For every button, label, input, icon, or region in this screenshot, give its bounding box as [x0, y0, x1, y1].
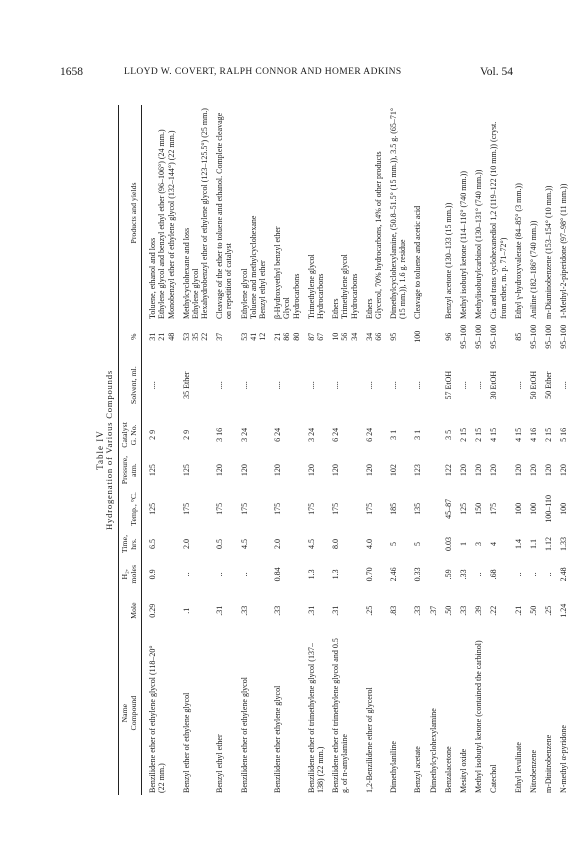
cell-time: 8.0	[331, 539, 341, 550]
yield-value: 95–100	[459, 324, 468, 349]
cell-h2: .33	[459, 569, 468, 580]
cell-yield	[267, 321, 301, 353]
cell-time	[423, 529, 438, 558]
cell-temp: 175	[331, 502, 341, 515]
cell-products	[176, 105, 210, 321]
cell-catalyst: 2 15	[474, 427, 484, 442]
cell-catalyst: 4 15	[513, 427, 523, 442]
cell-time: 4.0	[364, 539, 374, 550]
product-line: m-Diaminobenzene (153–154° (10 mm.))	[544, 185, 554, 319]
cell-yield	[383, 321, 407, 353]
cell-catalyst: 3 1	[413, 429, 423, 440]
product-line: Methyl isobutyl ketone (114–116° (740 mm.))	[459, 171, 468, 319]
yield-value: 10	[331, 332, 341, 341]
cell-products	[483, 105, 507, 321]
cell-products	[423, 105, 438, 321]
yield-value: 41	[248, 332, 258, 341]
table-row	[234, 105, 268, 795]
cell-compound: Mesityl oxide	[459, 748, 468, 793]
cell-catalyst: 2 15	[544, 427, 554, 442]
cell-products	[453, 105, 468, 321]
cell-time: 4.5	[306, 539, 316, 550]
yield-value: 34	[349, 332, 359, 341]
cell-solvent: ....	[413, 381, 423, 390]
cell-catalyst: 3 16	[215, 427, 225, 442]
yield-value: 21	[273, 332, 283, 341]
col-header-pressure: Pressure, atm.	[119, 452, 142, 488]
yield-value: 85	[513, 332, 523, 341]
cell-products	[325, 105, 359, 321]
yield-value: 95–100	[474, 324, 484, 349]
product-line: Cis and trans cyclohexanediol 1,2 (119–122 (10 mm.)) (cryst. from ether, m. p. 71–72°)	[489, 121, 508, 319]
cell-mole: .33	[273, 605, 283, 616]
cell-h2: ..	[239, 572, 249, 577]
cell-temp: 100	[559, 502, 569, 515]
cell-time: 2.0	[273, 539, 283, 550]
yield-value: 80	[291, 332, 301, 341]
product-line: 1-Methyl-2-piperidone (97–98° (11 mm.))	[559, 183, 569, 319]
cell-compound: N-methyl α-pyridone	[559, 725, 569, 793]
cell-temp: 175	[306, 502, 316, 515]
cell-solvent	[423, 352, 438, 417]
cell-catalyst: 2 9	[181, 429, 191, 440]
cell-h2: ..	[474, 572, 484, 577]
cell-compound: Benzilidene ether ethylene glycol	[273, 685, 283, 793]
cell-catalyst: 6 24	[331, 427, 341, 442]
table-row	[508, 105, 523, 795]
cell-compound: Dimethylaniline	[389, 741, 399, 793]
col-header-temp: Temp., °C.	[119, 488, 142, 529]
cell-solvent: 50 EtOH	[528, 370, 538, 400]
cell-yield	[142, 321, 176, 353]
product-line: Hydrocarbons	[349, 273, 359, 319]
cell-h2: 1.3	[331, 569, 341, 580]
col-header-solvent: Solvent, ml.	[119, 352, 142, 417]
product-line: Toluene and methylcyclohexane	[248, 215, 258, 319]
cell-pressure: 120	[513, 464, 523, 477]
cell-time: 0.03	[443, 537, 453, 552]
cell-yield	[508, 321, 523, 353]
cell-pressure: 125	[181, 464, 191, 477]
volume-label: Vol. 54	[479, 66, 513, 78]
product-line: Ethyl γ-hydroxyvalerate (84–85° (3 mm.))	[513, 183, 523, 319]
yield-value: 53	[181, 332, 191, 341]
cell-products	[438, 105, 453, 321]
yield-value: 53	[239, 332, 249, 341]
cell-time: 1.1	[528, 539, 538, 550]
table-row	[383, 105, 407, 795]
cell-time: 3	[474, 542, 484, 547]
cell-mole: 0.29	[148, 603, 158, 618]
cell-h2: 0.84	[273, 567, 283, 582]
yield-value: 67	[315, 332, 325, 341]
cell-mole: 1.24	[559, 603, 569, 618]
yield-value: 86	[282, 332, 292, 341]
cell-solvent: 30 EtOH	[489, 370, 499, 400]
cell-compound: 1,2-Benzilidene ether of glycerol	[364, 687, 374, 793]
cell-catalyst: 4 16	[528, 427, 538, 442]
product-line: Glycerol, 70% hydrocarbons, 14% of other products	[373, 151, 383, 319]
cell-solvent: ....	[306, 381, 316, 390]
hydrogenation-table	[118, 105, 568, 795]
col-header-time: Time, hrs.	[119, 529, 142, 558]
col-header-catalyst: Catalyst G. No.	[119, 418, 142, 452]
cell-solvent: ....	[474, 381, 484, 390]
col-header-mole: Mole	[119, 590, 142, 631]
table-row	[325, 105, 359, 795]
product-line: β-Hydroxyethyl benzyl ether	[273, 226, 283, 319]
cell-pressure: 102	[389, 464, 399, 477]
cell-time: 1.4	[513, 539, 523, 550]
cell-time: 4.5	[239, 539, 249, 550]
cell-yield	[468, 321, 483, 353]
cell-compound: Methyl isobutyl ketone (contained the carbinol)	[474, 640, 484, 793]
cell-products	[383, 105, 407, 321]
cell-pressure: 120	[215, 464, 225, 477]
cell-yield	[438, 321, 453, 353]
yield-value: 21	[157, 332, 167, 341]
yield-value: 95–100	[559, 324, 569, 349]
cell-temp: 150	[474, 502, 484, 515]
product-line: Trimethylene glycol	[340, 254, 350, 319]
cell-yield	[407, 321, 422, 353]
cell-h2: 1.3	[306, 569, 316, 580]
table-row	[407, 105, 422, 795]
cell-solvent: ....	[239, 381, 249, 390]
table-row	[176, 105, 210, 795]
cell-mole: .39	[474, 605, 484, 616]
cell-catalyst: 4 15	[489, 427, 499, 442]
cell-temp: 175	[364, 502, 374, 515]
cell-temp: 100	[528, 502, 538, 515]
cell-compound: m-Dinitrobenzene	[544, 734, 554, 793]
cell-pressure: 120	[474, 464, 484, 477]
product-line: Hydrocarbons	[291, 273, 301, 319]
running-title: LLOYD W. COVERT, RALPH CONNOR AND HOMER ADKINS	[124, 67, 402, 77]
cell-mole: .25	[364, 605, 374, 616]
cell-mole: .33	[239, 605, 249, 616]
cell-catalyst: 3 1	[389, 429, 399, 440]
cell-time: 5	[413, 542, 423, 547]
cell-temp: 100	[513, 502, 523, 515]
yield-value: 35	[190, 332, 200, 341]
cell-mole: .31	[306, 605, 316, 616]
product-line: Methylisobutylcarbinol (130–131° (740 mm.))	[474, 169, 484, 319]
table-row	[438, 105, 453, 795]
cell-solvent: ....	[513, 381, 523, 390]
cell-h2: .59	[443, 569, 453, 580]
cell-solvent: ....	[459, 381, 468, 390]
cell-solvent: ....	[364, 381, 374, 390]
cell-mole: .21	[513, 605, 523, 616]
cell-compound: Nitrobenzene	[528, 749, 538, 793]
cell-products	[359, 105, 383, 321]
cell-h2: ..	[181, 572, 191, 577]
product-line: Ethylene glycol	[239, 268, 249, 319]
cell-solvent: 35 Ether	[181, 371, 191, 399]
table-row	[209, 105, 233, 795]
col-header-h2: H₂, moles	[119, 559, 142, 591]
cell-catalyst: 3 24	[306, 427, 316, 442]
cell-compound: Benzalacetone	[443, 746, 453, 793]
col-header-products: Products and yields	[119, 105, 142, 321]
yield-value: 66	[373, 332, 383, 341]
cell-products	[267, 105, 301, 321]
cell-temp: 125	[148, 502, 158, 515]
cell-h2: 0.33	[413, 567, 423, 582]
cell-solvent: ....	[148, 381, 158, 390]
cell-temp: 175	[489, 502, 499, 515]
yield-value: 96	[443, 332, 453, 341]
yield-value: 37	[215, 332, 225, 341]
cell-pressure: 120	[559, 464, 569, 477]
cell-temp	[423, 488, 438, 529]
table-row	[523, 105, 538, 795]
product-line: Glycol	[282, 297, 292, 319]
cell-pressure: 122	[443, 464, 453, 477]
cell-products	[209, 105, 233, 321]
page-header	[0, 0, 571, 90]
table-row	[142, 105, 176, 795]
cell-mole: .25	[544, 605, 554, 616]
cell-temp: 175	[181, 502, 191, 515]
col-header-yield: %	[119, 321, 142, 353]
cell-compound: Catechol	[489, 764, 499, 793]
cell-compound: Benzilidene ether of ethylene glycol	[239, 677, 249, 793]
cell-yield	[209, 321, 233, 353]
cell-catalyst: 6 24	[364, 427, 374, 442]
cell-mole: .50	[528, 605, 538, 616]
yield-value: 95	[389, 332, 399, 341]
cell-yield	[325, 321, 359, 353]
table-row	[301, 105, 325, 795]
cell-time: 6.5	[148, 539, 158, 550]
cell-pressure: 125	[148, 464, 158, 477]
product-line: Toluene, ethanol and loss	[148, 237, 158, 319]
cell-yield	[538, 321, 553, 353]
cell-h2: ..	[215, 572, 225, 577]
cell-mole: .22	[489, 605, 499, 616]
cell-yield	[453, 321, 468, 353]
cell-products	[468, 105, 483, 321]
cell-mole: .31	[215, 605, 225, 616]
product-line: Ethylene glycol	[190, 268, 200, 319]
product-line: Trimethylene glycol	[306, 254, 316, 319]
yield-value: 34	[364, 332, 374, 341]
table-row	[359, 105, 383, 795]
table-row	[538, 105, 553, 795]
cell-compound: Ethyl levulinate	[513, 742, 523, 793]
cell-time: 0.5	[215, 539, 225, 550]
cell-products	[523, 105, 538, 321]
product-line: Cleavage of the ether to toluene and ethanol. Complete cleavage on repetition of catalyst	[215, 112, 234, 319]
cell-h2: ..	[513, 572, 523, 577]
cell-catalyst: 2 9	[148, 429, 158, 440]
cell-mole: .31	[331, 605, 341, 616]
cell-products	[508, 105, 523, 321]
cell-compound: Benzyl acetate	[413, 746, 423, 793]
cell-products	[301, 105, 325, 321]
table-body	[142, 105, 569, 795]
cell-products	[538, 105, 553, 321]
cell-h2: .68	[489, 569, 499, 580]
product-line: Ethylene glycol and benzyl ethyl ether (96–106°) (24 mm.)	[157, 129, 167, 319]
product-line: Hexahydrobenzyl ether of ethylene glycol (123–125.5°) (25 mm.)	[200, 108, 210, 319]
cell-mole: .33	[459, 605, 468, 616]
cell-time: 4	[489, 542, 499, 547]
cell-mole: .50	[443, 605, 453, 616]
cell-h2: ..	[528, 572, 538, 577]
cell-pressure: 120	[528, 464, 538, 477]
table-row	[453, 105, 468, 795]
cell-yield	[301, 321, 325, 353]
cell-temp: 125	[459, 502, 468, 515]
yield-value: 48	[166, 332, 176, 341]
cell-temp: 100–110	[544, 495, 554, 523]
yield-value: 95–100	[544, 324, 554, 349]
cell-catalyst: 5 16	[559, 427, 569, 442]
yield-value: 22	[200, 332, 210, 341]
cell-solvent: ....	[559, 381, 569, 390]
cell-time: 1.12	[544, 537, 554, 552]
cell-time: 1	[459, 542, 468, 547]
cell-products	[142, 105, 176, 321]
cell-h2	[423, 559, 438, 591]
cell-temp: 185	[389, 502, 399, 515]
table-row	[553, 105, 568, 795]
table-row	[423, 105, 438, 795]
table-header-row	[119, 105, 142, 795]
product-line: Methylcyclohexane and loss	[181, 227, 191, 319]
product-line: Ethers	[364, 298, 374, 319]
cell-solvent: 57 EtOH	[443, 370, 453, 400]
cell-yield	[523, 321, 538, 353]
cell-mole: .33	[413, 605, 423, 616]
cell-time: 5	[389, 542, 399, 547]
cell-pressure: 120	[306, 464, 316, 477]
cell-temp: 135	[413, 502, 423, 515]
product-line: Monobenzyl ether of ethylene glycol (132–144°) (22 mm.)	[166, 130, 176, 319]
table-row	[468, 105, 483, 795]
product-line: Dimethylcyclohexylamine, (50.8–51.5° (15 mm.)), 3.5 g. (65–71° (15 mm.)), 1.6 g. residue	[389, 107, 408, 319]
cell-yield	[423, 321, 438, 353]
cell-pressure: 120	[239, 464, 249, 477]
cell-solvent: ....	[331, 381, 341, 390]
cell-pressure: 123	[413, 464, 423, 477]
yield-value: 31	[148, 332, 158, 341]
cell-h2: ..	[544, 572, 554, 577]
cell-temp: 175	[273, 502, 283, 515]
cell-mole: .37	[428, 605, 438, 616]
product-line: Ethers	[331, 298, 341, 319]
cell-h2: 0.70	[364, 567, 374, 582]
product-line: Benzyl acetone (130–133 (15 mm.))	[443, 202, 453, 319]
cell-h2: 2.46	[389, 567, 399, 582]
cell-pressure	[423, 452, 438, 488]
table-row	[483, 105, 507, 795]
yield-value: 95–100	[528, 324, 538, 349]
cell-products	[234, 105, 268, 321]
yield-value: 100	[413, 330, 423, 343]
cell-yield	[176, 321, 210, 353]
cell-compound: Benzyl ether of ethylene glycol	[181, 692, 191, 793]
cell-compound: Benzilidene ether of ethylene glycol (118–20° (22 mm.)	[148, 645, 167, 793]
cell-yield	[359, 321, 383, 353]
yield-value: 87	[306, 332, 316, 341]
cell-solvent: ....	[389, 381, 399, 390]
cell-mole: .1	[181, 607, 191, 614]
yield-value: 12	[258, 332, 267, 341]
cell-compound: Benzyl ethyl ether	[215, 734, 225, 793]
page-number: 1658	[60, 66, 83, 78]
cell-temp: 45–87	[443, 498, 453, 519]
cell-yield	[234, 321, 268, 353]
cell-catalyst	[423, 418, 438, 452]
cell-pressure: 120	[544, 464, 554, 477]
cell-time: 2.0	[181, 539, 191, 550]
table-subtitle: Hydrogenation of Various Compounds	[104, 370, 115, 530]
cell-pressure: 120	[489, 464, 499, 477]
cell-temp: 175	[239, 502, 249, 515]
cell-h2: 2.48	[559, 567, 569, 582]
cell-compound: Benzilidene ether of trimethylene glycol (137–138) (22 mm.)	[306, 643, 325, 793]
cell-compound: Benzilidene ether of trimethylene glycol and 0.5 g. of n-amylamine	[331, 638, 350, 793]
yield-value: 95–100	[489, 324, 499, 349]
cell-pressure: 120	[364, 464, 374, 477]
cell-catalyst: 2 15	[459, 427, 468, 442]
cell-time: 1.33	[559, 537, 569, 552]
cell-yield	[483, 321, 507, 353]
cell-pressure: 120	[273, 464, 283, 477]
cell-temp: 175	[215, 502, 225, 515]
cell-mole: .83	[389, 605, 399, 616]
rotated-table	[95, 105, 569, 795]
cell-pressure: 120	[459, 464, 468, 477]
cell-h2: 0.9	[148, 569, 158, 580]
table-row	[267, 105, 301, 795]
cell-solvent: ....	[273, 381, 283, 390]
cell-yield	[553, 321, 568, 353]
yield-value: 56	[340, 332, 350, 341]
col-header-name: Name Compound	[119, 631, 142, 795]
cell-catalyst: 3 5	[443, 429, 453, 440]
cell-products	[553, 105, 568, 321]
product-line: Benzyl ethyl ether	[258, 260, 267, 319]
cell-catalyst: 6 24	[273, 427, 283, 442]
cell-catalyst: 3 24	[239, 427, 249, 442]
cell-solvent: 50 Ether	[544, 371, 554, 399]
product-line: Cleavage to toluene and acetic acid	[413, 205, 423, 319]
cell-compound: Dimethylcyclohexylamine	[428, 708, 438, 793]
table-caption: Table IV	[95, 430, 105, 470]
cell-solvent: ....	[215, 381, 225, 390]
product-line: Aniline (182–186° (740 mm.))	[528, 220, 538, 319]
product-line: Hydrocarbons	[315, 273, 325, 319]
cell-products	[407, 105, 422, 321]
cell-pressure: 120	[331, 464, 341, 477]
